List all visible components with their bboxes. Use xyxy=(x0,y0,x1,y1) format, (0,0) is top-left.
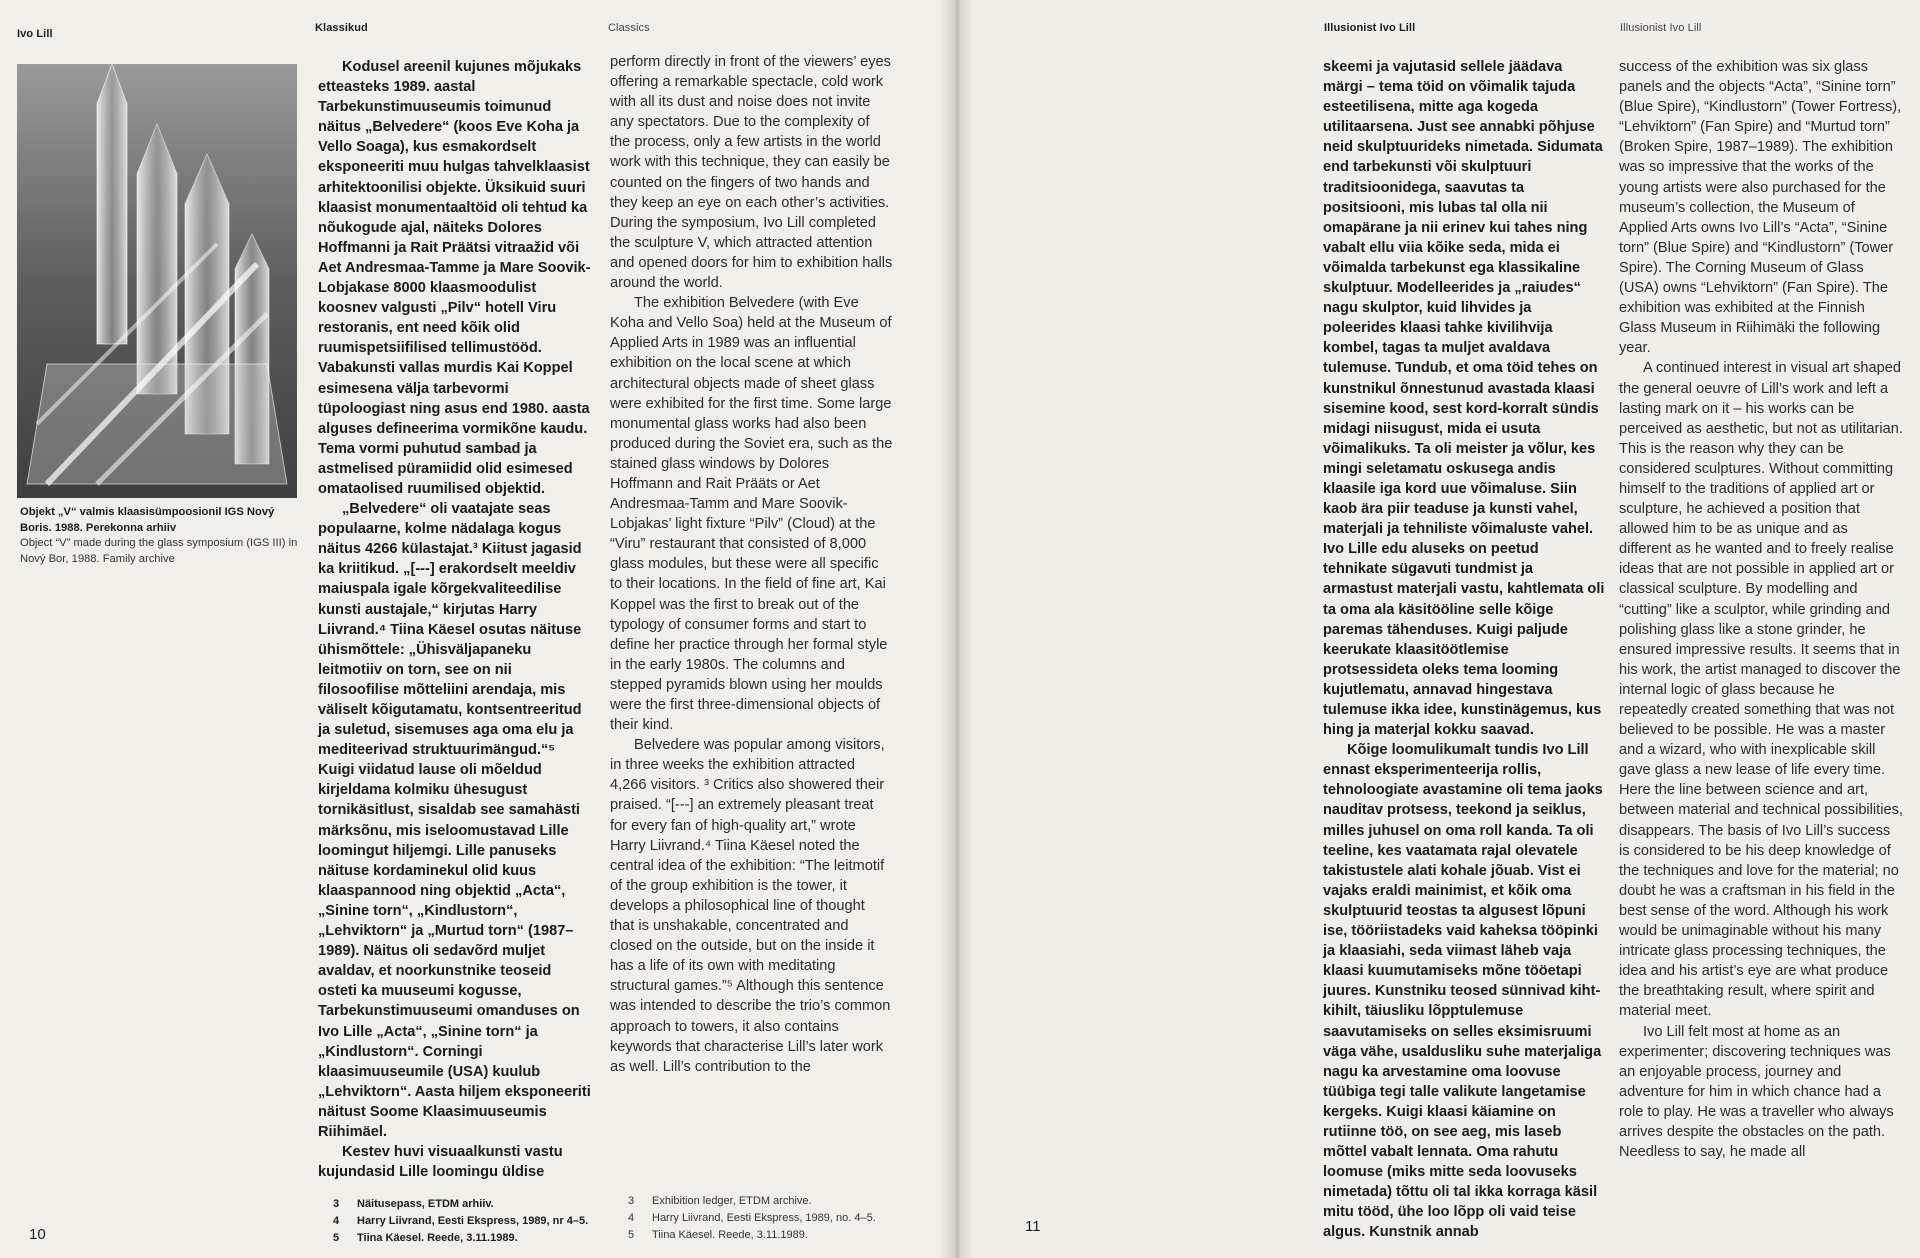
estonian-column-left xyxy=(318,57,593,1182)
footnote: 5 Tiina Käesel. Reede, 3.11.1989. xyxy=(333,1232,518,1244)
paragraph: „Belvedere“ oli vaatajate seas populaarne, kolme nädalaga kogus näitus 4266 külastajat.³ Kiitust jagasid ka kriitikud. „[---] erakordselt meeldiv maiuspala igale kõrgekvaliteedilise kunsti austajale,“ kirjutas Harry Liivrand.⁴ Tiina Käesel osutas näituse ühismõttele: „Ühisväljapaneku leitmotiiv on torn, see on nii filosoofilise mõtteliini arendaja, mis väliselt kõigutamatu, kontsentreeritud ja suletud, sisemuses aga oma elu ja mediteerivad struktuurimängud.“⁵ Kuigi viidatud lause oli mõeldud kirjeldama kolmiku ühesugust tornikäsitlust, sisaldab see samahästi märksõnu, mis iseloomustavad Lille loomingut hiljemgi. Lille panuseks näituse kordaminekul olid kuus klaaspannood ning objektid „Acta“, „Sinine torn“, „Kindlustorn“, „Lehviktorn“ ja „Murtud torn“ (1987–1989). Näitus oli sedavõrd muljet avaldav, et noorkunstnike teoseid osteti ka muuseumi kogusse, Tarbekunstimuuseumi omanduses on Ivo Lille „Acta“, „Sinine torn“ ja „Kindlustorn“. Corningi klaasimuuseumile (USA) kuulub „Lehviktorn“. Aasta hiljem eksponeeriti näitust Soome Klaasimuuseumis Riihimäel. xyxy=(318,501,591,1140)
sculpture-photo xyxy=(17,64,297,498)
right-page xyxy=(957,0,1920,1258)
footnotes-et xyxy=(333,1196,588,1247)
header-section-en: Classics xyxy=(608,22,650,34)
header-section-et: Klassikud xyxy=(315,22,368,34)
estonian-column-right xyxy=(1323,57,1606,1243)
english-column-left xyxy=(610,52,893,1077)
left-page xyxy=(0,0,955,1258)
photo-caption xyxy=(20,505,300,567)
caption-en: Object “V” made during the glass symposium (IGS III) in Nový Bor, 1988. Family archive xyxy=(20,537,298,565)
paragraph: Kodusel areenil kujunes mõjukaks etteasteks 1989. aastal Tarbekunstimuuseumis toimunud näitus „Belvedere“ (koos Eve Koha ja Vello Soaga), kus esmakordselt eksponeeriti muu hulgas tahvelklaasist arhitektoonilisi objekte. Üksikuid suuri klaasist monumentaaltöid oli tehtud ka nõukogude ajal, näiteks Dolores Hoffmanni ja Rait Präätsi vitraažid või Aet Andresmaa-Tamme ja Mare Soovik-Lobjakase 8000 klaasmoodulist koosnev valgusti „Pilv“ hotell Viru restoranis, ent need kõik olid ruumispetsiifilised tellimustööd. Vabakunsti vallas murdis Kai Koppel esimesena välja tarbevormi tüpoloogiast ning asus end 1980. aasta alguses defineerima vormikõne kaudu. Tema vormi puhutud sambad ja astmelised püramiidid olid esimesed omataolised ruumilised objektid. xyxy=(318,59,591,497)
paragraph: success of the exhibition was six glass panels and the objects “Acta”, “Sinine torn” (Blue Spire), “Kindlustorn” (Tower Fortress), “Lehviktorn” (Fan Spire) and “Murtud torn” (Broken Spire, 1987–1989). The exhibition was so impressive that the works of the young artists were also purchased for the museum’s collection, the Museum of Applied Arts owns Ivo Lill’s “Acta”, “Sinine torn” (Blue Spire) and “Kindlustorn” (Tower Spire). The Corning Museum of Glass (USA) owns “Lehviktorn” (Fan Spire). The exhibition was exhibited at the Finnish Glass Museum in Riihimäki the following year. xyxy=(1619,59,1902,357)
paragraph: Kestev huvi visuaalkunsti vastu kujundasid Lille loomingu üldise xyxy=(318,1144,563,1181)
page-number-right: 11 xyxy=(1025,1218,1041,1235)
footnote: 3 Näitusepass, ETDM arhiiv. xyxy=(333,1198,494,1210)
paragraph: A continued interest in visual art shaped the general oeuvre of Lill’s work and left a lasting mark on it – his works can be perceived as aesthetic, but not as utilitarian. This is the reason why they can be considered sculptures. Without committing himself to the traditions of applied art or sculpture, he achieved a position that allowed him to be as unique and as different as he wanted and to freely realise ideas that are not possible in applied art or classical sculpture. By modelling and “cutting” like a sculptor, while grinding and polishing glass like a stone grinder, he ensured impressive results. It seems that in his work, the artist managed to discover the internal logic of glass because he repeatedly created something that was not believed to be possible. He was a master and a wizard, who with inexplicable skill gave glass a new lease of life every time. Here the line between science and art, between material and technical possibilities, disappears. The basis of Ivo Lill’s success is considered to be his deep knowledge of the techniques and love for the material; no doubt he was a craftsman in his field in the best sense of the word. Although his work would be unimaginable without his many intricate glass processing techniques, the idea and his artist’s eye are what produce the breathtaking result, where spirit and material meet. xyxy=(1619,360,1903,1020)
footnote: 3 Exhibition ledger, ETDM archive. xyxy=(628,1195,812,1207)
paragraph: skeemi ja vajutasid sellele jäädava märgi – tema töid on võimalik tajuda esteetilisena, mitte aga kogeda utilitaarsena. Just see annabki põhjuse neid skulptuurideks nimetada. Sidumata end tarbekunsti või skulptuuri traditsioonidega, saavutas ta positsiooni, mis lubas tal olla nii omapärane ja nii erinev kui tahes ning vabalt ellu viia kõike seda, mida ei võimalda tarbekunst ega klassikaline skulptuur. Modelleerides ja „raiudes“ nagu skulptor, kuid lihvides ja poleerides klaasi tahke kivilihvija kombel, tagas ta muljet avaldava tulemuse. Tundub, et oma töid tehes on kunstnikul õnnestunud avastada klaasi sisemine kood, sest kord-korralt sündis midagi niisugust, mida ei usuta võimalikuks. Ta oli meister ja võlur, kes mingi seletamatu oskusega andis klaasile iga kord uue võimaluse. Siin kaob ära piir teaduse ja kunsti vahel, materjali ja tehniliste võimaluste vahel. Ivo Lille edu aluseks on peetud tehnikate sügavuti tundmist ja armastust materjali vastu, kahtlemata oli ta oma ala käsitööline selle kõige paremas tähenduses. Kuigi paljude keerukate klaasitöötlemise protsessideta oleks tema looming kujutlematu, annavad hingestava tulemuse ikka idee, kunstinägemus, kus hing ja materjal kokku saavad. xyxy=(1323,59,1605,739)
paragraph: Kõige loomulikumalt tundis Ivo Lill ennast eksperimenteerija rollis, tehnoloogiate avastamine oli tema jaoks nauditav protsess, teekond ja seiklus, milles juhusel on oma roll kanda. Ta oli teeline, kes vaatamata rajal olevatele takistustele alati kohale jõuab. Vist ei vajaks eraldi mainimist, et kõik oma skulptuurid teostas ta algusest lõpuni ise, tööriistadeks vaid kaheksa tööpinki ja klaasiahi, seda viimast läheb vaja klaasi kuumutamiseks mõne tööetapi juures. Kunstniku teosed sünnivad kiht-kihilt, täiusliku lõpptulemuse saavutamiseks on selles eksimisruumi väga vähe, usaldusliku suhe materjaliga nagu ka arvestamine oma loovuse tüübiga tegi talle valikute langetamise kergeks. Kuigi klaasi käiamine on rutiinne töö, on see aeg, mis laseb mõttel vabalt lennata. Oma rahutu loomuse (miks mitte seda loovuseks nimetada) tõttu oli tal ikka korraga käsil mitu tööd, ühe loo lõpp oli vaid teise algus. Kunstnik annab xyxy=(1323,742,1603,1241)
paragraph: The exhibition Belvedere (with Eve Koha and Vello Soa) held at the Museum of Applied Arts in 1989 was an influential exhibition on the local scene at which architectural objects made of sheet glass were exhibited for the first time. Some large monumental glass works had also been produced during the Soviet era, such as the stained glass windows by Dolores Hoffmann and Rait Prääts or Aet Andresmaa-Tamm and Mare Soovik-Lobjakas’ light fixture “Pilv” (Cloud) at the “Viru” restaurant that consisted of 8,000 glass modules, but these were all specific to their locations. In the field of fine art, Kai Koppel was the first to break out of the typology of consumer forms and start to define her practice through her formal style in the early 1980s. The columns and stepped pyramids blown using her moulds were the first three-dimensional objects of their kind. xyxy=(610,295,893,734)
footnote: 4 Harry Liivrand, Eesti Ekspress, 1989, no. 4–5. xyxy=(628,1212,876,1224)
page-number-left: 10 xyxy=(29,1226,46,1243)
paragraph: perform directly in front of the viewers’ eyes offering a remarkable spectacle, cold work with all its dust and noise does not invite any spectators. Due to the complexity of the process, only a few artists in the world work with this technique, they can easily be counted on the fingers of two hands and they keep an eye on each other’s activities. During the symposium, Ivo Lill completed the sculpture V, which attracted attention and opened doors for him to exhibition halls around the world. xyxy=(610,54,893,292)
header-author: Ivo Lill xyxy=(17,28,53,40)
footnote: 4 Harry Liivrand, Eesti Ekspress, 1989, nr 4–5. xyxy=(333,1215,589,1227)
book-spine-gutter xyxy=(940,0,974,1258)
paragraph: Belvedere was popular among visitors, in three weeks the exhibition attracted 4,266 visitors. ³ Critics also showered their praised. “[---] an extremely pleasant treat for every fan of high-quality art,” wrote Harry Liivrand.⁴ Tiina Käesel noted the central idea of the exhibition: “The leitmotif of the group exhibition is the tower, it develops a philosophical line of thought that is unshakable, concentrated and closed on the outside, but on the inside it has a life of its own with meditating structural games.”⁵ Although this sentence was intended to describe the trio’s common approach to towers, it also contains keywords that characterise Lill’s later work as well. Lill’s contribution to the xyxy=(610,737,891,1075)
footnotes-en xyxy=(628,1193,876,1244)
header-en-right: Illusionist Ivo Lill xyxy=(1620,22,1702,34)
glass-sculpture-image xyxy=(17,64,297,498)
english-column-right xyxy=(1619,57,1904,1162)
caption-et: Objekt „V“ valmis klaasisümpoosionil IGS Nový Boris. 1988. Perekonna arhiiv xyxy=(20,506,275,534)
header-et-right: Illusionist Ivo Lill xyxy=(1324,22,1416,34)
footnote: 5 Tiina Käesel. Reede, 3.11.1989. xyxy=(628,1229,808,1241)
paragraph: Ivo Lill felt most at home as an experimenter; discovering techniques was an enjoyable process, journey and adventure for him in which chance had a role to play. He was a traveller who always arrives despite the obstacles on the path. Needless to say, he made all xyxy=(1619,1023,1894,1161)
